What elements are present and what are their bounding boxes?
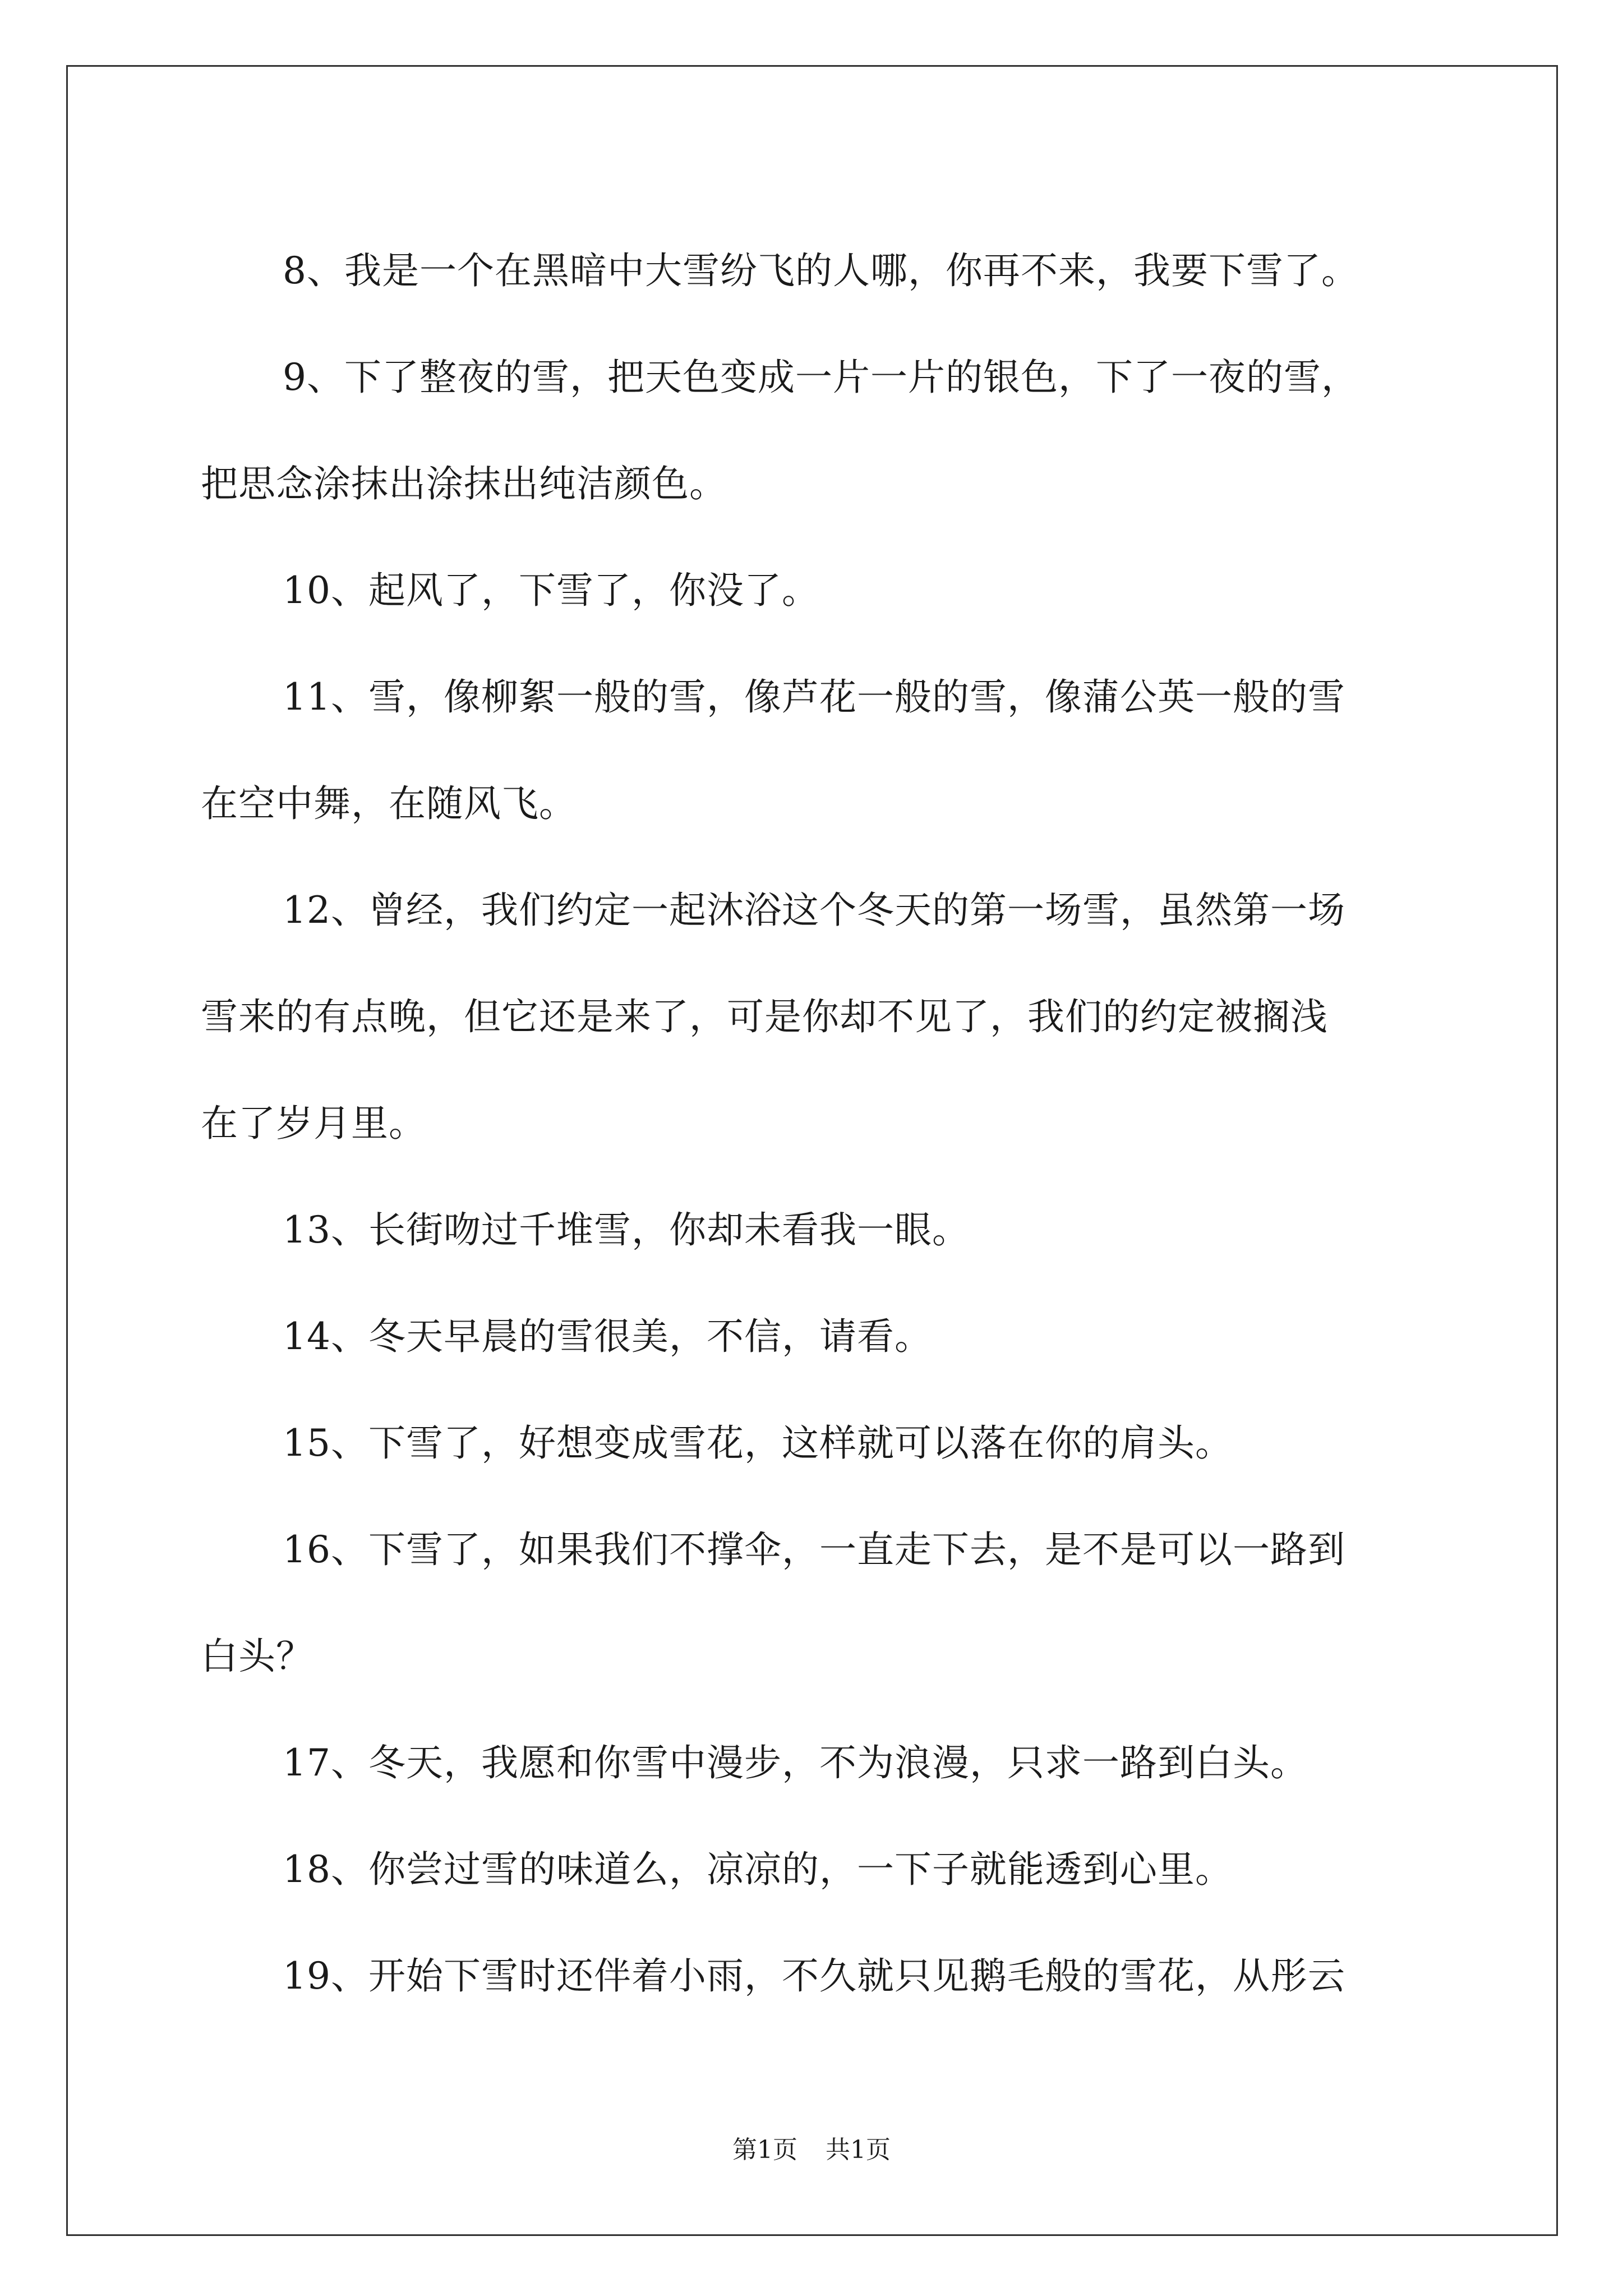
page-total: 共1页 — [826, 2136, 891, 2164]
page-footer — [0, 2133, 1623, 2167]
paragraph-14: 14、冬天早晨的雪很美，不信，请看。 — [283, 1315, 932, 1358]
paragraph-12-line-1: 12、曾经，我们约定一起沐浴这个冬天的第一场雪，虽然第一场 — [283, 889, 1345, 932]
paragraph-15: 15、下雪了，好想变成雪花，这样就可以落在你的肩头。 — [283, 1421, 1233, 1465]
document-body — [201, 218, 1435, 2030]
paragraph-8: 8、我是一个在黑暗中大雪纷飞的人哪，你再不来，我要下雪了。 — [283, 249, 1359, 292]
paragraph-11-line-1: 11、雪，像柳絮一般的雪，像芦花一般的雪，像蒲公英一般的雪 — [283, 675, 1345, 719]
paragraph-17: 17、冬天，我愿和你雪中漫步，不为浪漫，只求一路到白头。 — [283, 1741, 1308, 1784]
paragraph-12-line-3: 在了岁月里。 — [201, 1102, 426, 1145]
paragraph-10: 10、起风了，下雪了，你没了。 — [283, 569, 819, 612]
paragraph-18: 18、你尝过雪的味道么，凉凉的，一下子就能透到心里。 — [283, 1848, 1233, 1891]
paragraph-9-line-1: 9、下了整夜的雪，把天色变成一片一片的银色，下了一夜的雪， — [283, 356, 1359, 399]
paragraph-16-line-1: 16、下雪了，如果我们不撑伞，一直走下去，是不是可以一路到 — [283, 1528, 1345, 1571]
page-number: 第1页 — [732, 2136, 797, 2164]
paragraph-11-line-2: 在空中舞，在随风飞。 — [201, 782, 577, 825]
paragraph-9-line-2: 把思念涂抹出涂抹出纯洁颜色。 — [201, 462, 727, 505]
paragraph-16-line-2: 白头？ — [201, 1635, 313, 1678]
paragraph-19: 19、开始下雪时还伴着小雨，不久就只见鹅毛般的雪花，从彤云 — [283, 1954, 1345, 1998]
paragraph-13: 13、长街吻过千堆雪，你却未看我一眼。 — [283, 1208, 970, 1251]
paragraph-12-line-2: 雪来的有点晚，但它还是来了，可是你却不见了，我们的约定被搁浅 — [201, 995, 1328, 1038]
